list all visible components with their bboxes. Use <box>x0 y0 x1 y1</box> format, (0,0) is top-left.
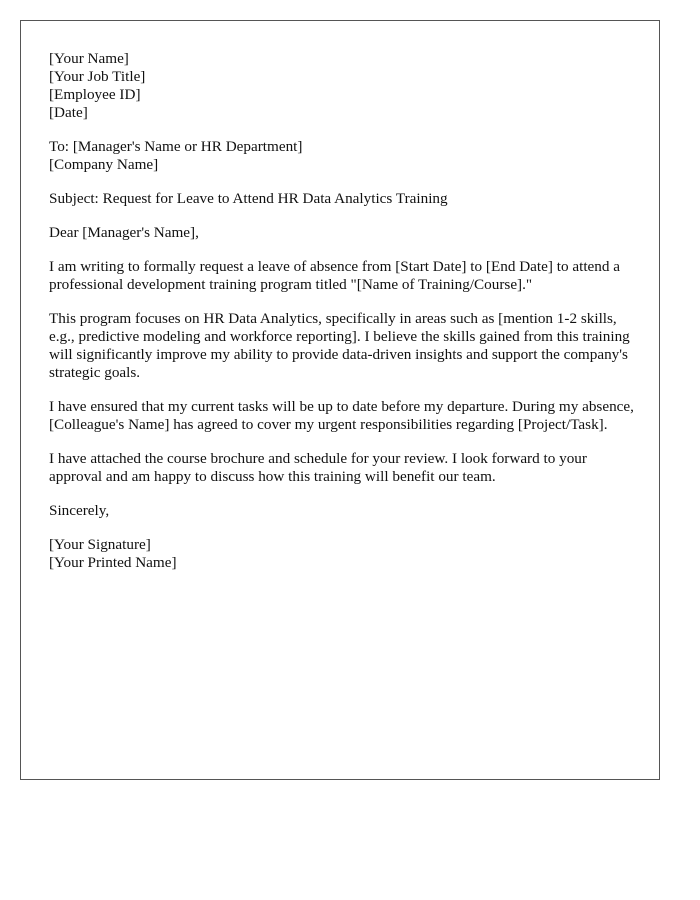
subject-line: Subject: Request for Leave to Attend HR Data Analytics Training <box>49 190 448 207</box>
salutation: Dear [Manager's Name], <box>49 224 199 241</box>
sender-job-title: [Your Job Title] <box>49 68 146 85</box>
signature-block <box>49 536 639 572</box>
letter-date: [Date] <box>49 104 88 121</box>
sender-employee-id: [Employee ID] <box>49 86 141 103</box>
paragraph-program-focus: This program focuses on HR Data Analytics, specifically in areas such as [mention 1-2 skills, e.g., predictive modeling and workforce reporting]. I believe the skills gained from this training will significantly improve my ability to provide data-driven insights and support the company's strategic goals. <box>49 310 630 381</box>
paragraph-coverage: I have ensured that my current tasks will be up to date before my departure. During my absence, [Colleague's Name] has agreed to cover my urgent responsibilities regarding [Project/Task]. <box>49 398 634 433</box>
letter-body <box>49 50 639 572</box>
recipient-block <box>49 138 639 174</box>
letter-page <box>20 20 660 780</box>
paragraph-attachments: I have attached the course brochure and schedule for your review. I look forward to your approval and am happy to discuss how this training will benefit our team. <box>49 450 587 485</box>
closing: Sincerely, <box>49 502 110 519</box>
recipient-company: [Company Name] <box>49 156 159 173</box>
signature-placeholder: [Your Signature] <box>49 536 151 553</box>
recipient-to: To: [Manager's Name or HR Department] <box>49 138 303 155</box>
sender-block <box>49 50 639 122</box>
paragraph-leave-request: I am writing to formally request a leave of absence from [Start Date] to [End Date] to attend a professional development training program titled "[Name of Training/Course]." <box>49 258 620 293</box>
sender-name: [Your Name] <box>49 50 129 67</box>
printed-name: [Your Printed Name] <box>49 554 177 571</box>
